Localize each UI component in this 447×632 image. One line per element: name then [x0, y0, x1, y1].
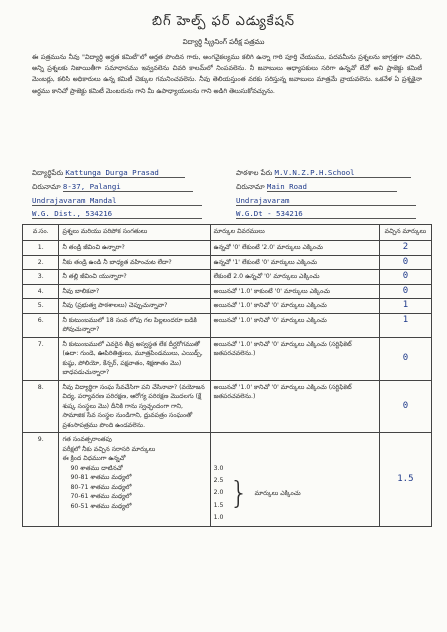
- scale-value: 1.0: [213, 513, 224, 521]
- scale-value: 2.5: [213, 477, 224, 485]
- row-number: 9.: [23, 433, 59, 527]
- table-row: [23, 380, 432, 433]
- row-marks-obtained: 0: [379, 284, 431, 299]
- marks-scale-values: [214, 463, 224, 524]
- row-question: నీ కుటుంబములో 18 సంవ లోపు గల పిల్లలందరూ బడికి పోవుచున్నారా?: [59, 313, 210, 337]
- row-marks-rule: ఉన్నచో '1' లేకుంటే '0' మార్కులు ఎక్కించు: [210, 255, 379, 270]
- school-address-label: చిరునామా: [236, 183, 265, 191]
- header-serial: వ.సం.: [23, 225, 59, 241]
- row-question: నీవు బాలికవా?: [59, 284, 210, 299]
- table-row: [23, 284, 432, 299]
- grade-line: పరీక్షలో నీకు వచ్చిన సరాసరి మార్కులు: [62, 445, 156, 453]
- row-marks-rule: అయినచో '1.0' కానిచో '0' మార్కులు ఎక్కించు (సర్టిఫికెట్ జతపరచవలెను.): [210, 380, 379, 433]
- student-address-row-3: [32, 209, 202, 219]
- grade-line: ఈ క్రింద విధముగా ఉన్నచో: [62, 455, 126, 462]
- row-marks-obtained: 0: [379, 255, 431, 270]
- row-question: నీవు (ప్రభుత్వ పాఠశాలలు) చెప్పుచున్నావా?: [59, 299, 210, 314]
- row-question: నీ తల్లి జీవించి యున్నారా?: [59, 270, 210, 285]
- student-address-label: చిరునామా: [32, 183, 61, 191]
- school-name-row: [236, 168, 411, 179]
- row-question: నీ తండ్రి జీవించి ఉన్నారా?: [59, 241, 210, 256]
- row-marks-obtained: 0: [379, 380, 431, 433]
- row-question: నీవు విద్యార్థిగా సంఘ సేవచేసిగా పని చేసినావా? (వయోజన విద్య, పర్యావరణ పరిరక్షణ, ఆరోగ్య పరిరక్షణ మొదలగు (క్షే శుష్క సంస్థలు మొ) దీనికి గాను స్వచ్ఛందంగా గాని, సామాజిక సేవ సంస్థల నుండిగాని, ధ్రువపత్రం సంఘంతో ప్రశంసాపత్రము పొంది ఉండవలెను.: [59, 380, 210, 433]
- student-address-line-2: Undrajavaram Mandal: [32, 196, 202, 206]
- row-marks-rule: అయినచో '1.0' కాకుంటే '0' మార్కులు ఎక్కించు: [210, 284, 379, 299]
- grade-line: గత సంవత్సరాంతపు: [62, 436, 112, 443]
- row-marks-obtained: 1: [379, 313, 431, 337]
- grade-line: 70-61 శాతము మధ్యలో: [70, 493, 132, 500]
- scale-value: 1.5: [213, 501, 224, 509]
- table-row: [23, 337, 432, 380]
- table-row: [23, 313, 432, 337]
- instructions-paragraph: ఈ పత్రమును నీవు "విద్యార్థి అర్హత కమిటీ"లో అర్హత పొందిన గారు, అంగవైకల్యము కలిగి ఉన్నా గారి పూర్తి చేయుము, పదవమీను ప్రశ్నలను జాగ్రత్తగా చదివి, అన్ని ప్రశ్నలకు నిజాయితీగా సమాధానము ఇవ్వవలెను చివరి కాలమ్‌లో నింపవలెను. నీ జవాబులు ఆధ్యాపకులు సరిగా ఉన్నవో లేవో అని ప్రాజెక్టు కమిటీ మెంబర్లు, కలిసి అధికారులు ఉన్న కమిటీ చెక్కుల గమనించవలెను. నీవు తెలియస్తుంత వరకు సరిస్తున్న జవాబులు మాత్రమే వ్రాయవలెను. ఒకవేళ ఏ ప్రశ్నకైనా అర్థము కానిచో ప్రాజెక్టు కమిటీ మెంబరును గాని మీ ఉపాధ్యాయులను గాని అడిగి తెలుసుకోవచ్చును.: [32, 53, 422, 95]
- student-address-row: [32, 182, 193, 193]
- row-marks-rule: అయినచో '1.0' కానిచో '0' మార్కులు ఎక్కించు: [210, 299, 379, 314]
- student-address-line-1: 8-37, Palangi: [63, 182, 193, 192]
- student-address-row-2: [32, 196, 202, 206]
- row-question: [59, 433, 210, 527]
- student-name-value: Kattunga Durga Prasad: [65, 168, 185, 178]
- header-question: ప్రశ్నలు మరియు పరిపోక సంగతులు: [59, 225, 210, 241]
- table-row: [23, 270, 432, 285]
- school-address-line-3: W.G.Dt - 534216: [236, 209, 416, 219]
- brace-icon: }: [229, 475, 249, 511]
- scale-value: 2.0: [213, 489, 224, 497]
- school-address-row: [236, 182, 397, 193]
- school-name-label: పాఠశాల పేరు: [236, 169, 273, 177]
- screening-table: [22, 224, 432, 527]
- school-name-value: M.V.N.Z.P.H.School: [275, 168, 411, 178]
- school-address-row-3: [236, 209, 416, 219]
- row-marks-obtained: 0: [379, 270, 431, 285]
- row-number: 6.: [23, 313, 59, 337]
- marks-scale: [214, 463, 376, 524]
- row-marks-rule: ఉన్నచో '0' లేకుంటే '2.0' మార్కులు ఎక్కించు: [210, 241, 379, 256]
- grade-line: 60-51 శాతము మధ్యలో: [70, 502, 132, 510]
- page-subtitle: విద్యార్థి స్క్రీనింగ్ పరీక్ష పత్రము: [182, 38, 265, 46]
- row-marks-obtained: 1: [379, 299, 431, 314]
- row-number: 3.: [23, 270, 59, 285]
- row-marks-rule: అయినచో '1.0' కానిచో '0' మార్కులు ఎక్కించు: [210, 313, 379, 337]
- row-marks-obtained: 2: [379, 241, 431, 256]
- scale-value: 3.0: [213, 465, 224, 472]
- row-number: 2.: [23, 255, 59, 270]
- table-row: [23, 241, 432, 256]
- grade-line: 90-81 శాతము మధ్యలో: [70, 474, 132, 481]
- row-question: నీ కుటుంబములో ఎవరైన తీవ్ర అస్వస్థత లేక దీర్ఘరోగముతో (ఉదా: గుండె, ఊపిరితిత్తులు, మూత్రపిండములు, ఎయిడ్స్, కుష్ఠు, పోలియో, కేన్సర్, పక్షవాతం, శిక్షణాతం మొ) బాధపడుచున్నారా?: [59, 337, 210, 380]
- table-row: [23, 255, 432, 270]
- row-number: 1.: [23, 241, 59, 256]
- row-marks-obtained: 0: [379, 337, 431, 380]
- row-number: 7.: [23, 337, 59, 380]
- row-question: నీకు తండ్రి ఉండి నీ బాధ్యత వహించుట లేదా?: [59, 255, 210, 270]
- school-address-line-2: Undrajavaram: [236, 196, 416, 206]
- student-name-label: విద్యార్థిపేరు: [32, 169, 64, 177]
- school-address-row-2: [236, 196, 416, 206]
- header-marks-detail: మార్కుల వివరములు: [210, 225, 379, 241]
- school-address-line-1: Main Road: [267, 182, 397, 192]
- row-marks-rule: [210, 433, 379, 527]
- table-header-row: [23, 225, 432, 241]
- row-number: 8.: [23, 380, 59, 433]
- grade-line: 90 శాతము దాటినచో: [70, 464, 123, 472]
- row-marks-obtained: 1.5: [379, 433, 431, 527]
- grade-line: 80-71 శాతము మధ్యలో: [70, 483, 132, 491]
- student-name-row: [32, 168, 185, 179]
- scale-note: మార్కులు ఎక్కించు: [254, 489, 301, 497]
- table-row: [23, 299, 432, 314]
- student-address-line-3: W.G. Dist., 534216: [32, 209, 202, 219]
- row-number: 4.: [23, 284, 59, 299]
- row-number: 5.: [23, 299, 59, 314]
- page-title: బిగ్ హెల్ప్ ఫర్ ఎడ్యుకేషన్: [152, 14, 295, 29]
- row-marks-rule: అయినచో '1.0' కానిచో '0' మార్కులు ఎక్కించు (సర్టిఫికెట్ జతపరచవలెను.): [210, 337, 379, 380]
- header-marks-obtained: వచ్చిన మార్కులు: [379, 225, 431, 241]
- row-marks-rule: లేకుంటే 2.0 ఉన్నచో '0' మార్కులు ఎక్కించు: [210, 270, 379, 285]
- table-row: [23, 433, 432, 527]
